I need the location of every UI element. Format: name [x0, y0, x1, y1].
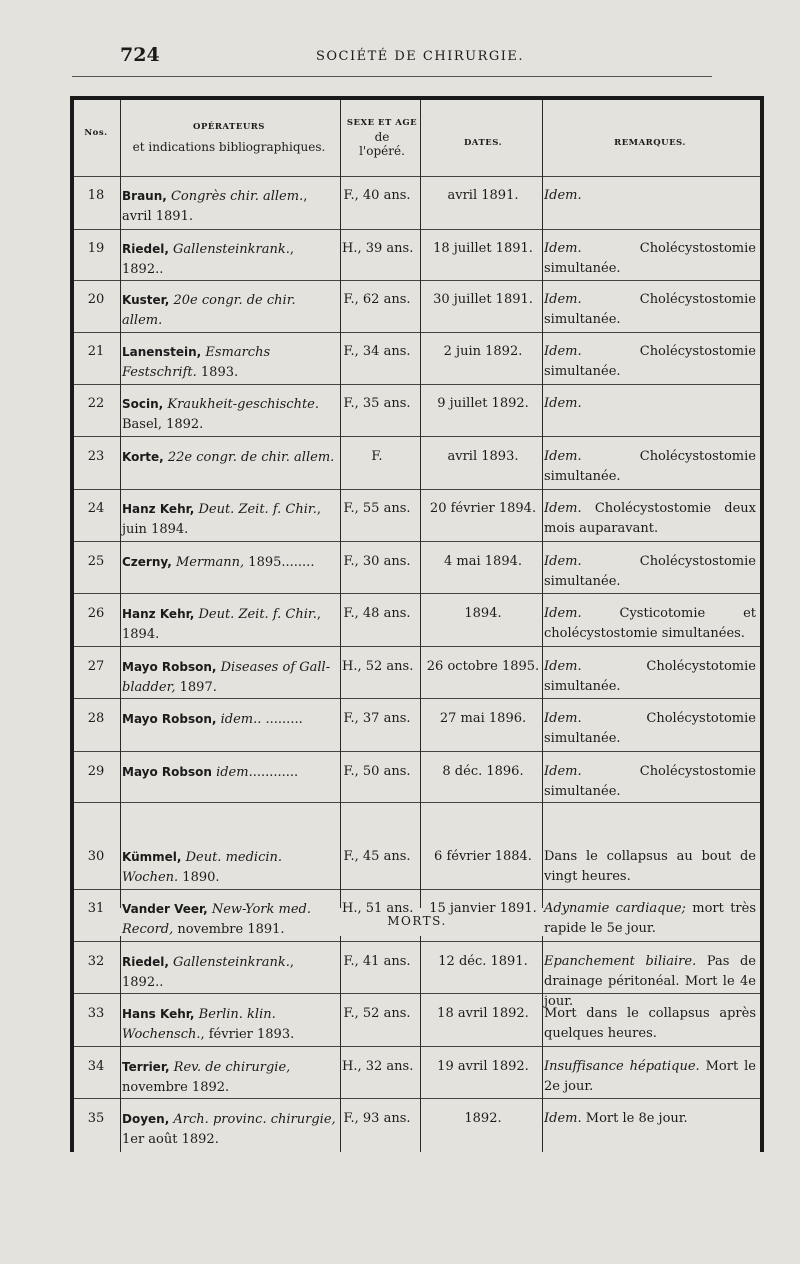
- operator-reference: [122, 657, 336, 698]
- bibliographic-reference: Gallensteinkrank.: [173, 955, 290, 970]
- bibliographic-reference: Esmarchs Festschrift.: [122, 345, 271, 380]
- reference-tail: 1895........: [244, 555, 315, 570]
- column-rule: [542, 100, 543, 908]
- reference-tail: .........: [261, 712, 303, 727]
- operation-date: avril 1891.: [447, 188, 519, 203]
- column-header-remarks: REMARQUES.: [614, 138, 686, 148]
- column-rule: [542, 936, 543, 1152]
- operation-date: 15 janvier 1891.: [429, 901, 537, 916]
- operation-date: 8 déc. 1896.: [442, 764, 524, 779]
- remark-italic: Insuffisance hépatique.: [544, 1059, 700, 1074]
- operator-name: Mayo Robson,: [122, 660, 217, 674]
- operator-name: Mayo Robson: [122, 765, 212, 779]
- remark-italic: Idem.: [544, 554, 582, 569]
- sex-age: F., 45 ans.: [343, 849, 411, 864]
- remark-italic: Idem.: [544, 501, 582, 516]
- operator-reference: [122, 186, 336, 227]
- column-rule: [340, 936, 341, 1152]
- remark-text: Mort le 8e jour.: [581, 1111, 688, 1126]
- row-number: 24: [87, 501, 105, 516]
- operator-name: Riedel,: [122, 955, 169, 969]
- reference-tail: , avril 1891.: [122, 189, 308, 224]
- reference-tail: 1890.: [178, 870, 220, 885]
- operator-name: Riedel,: [122, 242, 169, 256]
- column-header-dates: DATES.: [463, 138, 503, 148]
- row-number: 21: [87, 344, 105, 359]
- reference-tail: 1893.: [196, 365, 239, 380]
- row-number: 27: [87, 659, 105, 674]
- remark: [544, 657, 756, 697]
- row-number: 18: [87, 188, 105, 203]
- remark-italic: Idem.: [544, 711, 582, 726]
- sex-age: F., 34 ans.: [343, 344, 411, 359]
- remark: [544, 552, 756, 592]
- column-header-sex-age: SEXE ET AGE de l'opéré.: [346, 118, 418, 158]
- operator-name: Kümmel,: [122, 850, 182, 864]
- operation-date: 18 avril 1892.: [437, 1006, 529, 1021]
- row-number: 22: [87, 396, 105, 411]
- sex-age: F., 50 ans.: [343, 764, 411, 779]
- remark-text: Cholécystostomie simultanée.: [544, 449, 756, 484]
- row-separator: [74, 176, 760, 177]
- operator-name: Terrier,: [122, 1060, 170, 1074]
- remark-text: Cholécystostomie simultanée.: [544, 554, 756, 589]
- remark-text: Cholécystostomie simultanée.: [544, 764, 756, 799]
- remark: [544, 762, 756, 802]
- reference-tail: , février 1893.: [200, 1027, 295, 1042]
- operator-name: Hanz Kehr,: [122, 607, 195, 621]
- column-rule: [420, 936, 421, 1152]
- header-rule: [72, 76, 712, 77]
- bibliographic-reference: 22e congr. de chir. allem.: [167, 450, 335, 465]
- operation-date: 26 octobre 1895.: [426, 659, 540, 674]
- remark: [544, 290, 756, 330]
- operator-reference: [122, 709, 336, 730]
- row-separator: [74, 993, 760, 994]
- table-right-border: [760, 96, 764, 1152]
- bibliographic-reference: Deut. medicin. Wochen.: [122, 850, 283, 885]
- reference-tail: 1er août 1892.: [122, 1132, 219, 1147]
- remark-text: Mort le 2e jour.: [544, 1059, 756, 1094]
- row-separator: [74, 541, 760, 542]
- bibliographic-reference: Kraukheit-geschischte.: [167, 397, 319, 412]
- remark: [544, 604, 756, 644]
- reference-tail: novembre 1891.: [173, 922, 285, 937]
- row-separator: [74, 751, 760, 752]
- operator-reference: [122, 1004, 336, 1045]
- operation-date: 12 déc. 1891.: [438, 954, 528, 969]
- row-separator: [74, 436, 760, 437]
- sex-age: F., 37 ans.: [343, 711, 411, 726]
- column-rule: [340, 100, 341, 908]
- sex-age: F., 55 ans.: [343, 501, 411, 516]
- remark-text: Cholécystotomie simultanée.: [544, 659, 756, 694]
- operator-reference: [122, 499, 336, 540]
- operator-reference: [122, 952, 336, 993]
- bibliographic-reference: Deut. Zeit. f. Chir.: [198, 502, 317, 517]
- remark: [544, 499, 756, 539]
- row-separator: [74, 229, 760, 230]
- operator-reference: [122, 1109, 336, 1150]
- remark-italic: Idem.: [544, 764, 582, 779]
- remark-text: Cholécystostomie simultanée.: [544, 292, 756, 327]
- operator-name: Hans Kehr,: [122, 1007, 195, 1021]
- table-top-border: [70, 96, 764, 100]
- remark-italic: Idem.: [544, 396, 582, 411]
- operation-date: 20 février 1894.: [429, 501, 537, 516]
- remark: [544, 1057, 756, 1097]
- remark-text: Cholécystostomie simultanée.: [544, 241, 756, 276]
- operator-name: Lanenstein,: [122, 345, 202, 359]
- row-separator: [74, 1098, 760, 1099]
- column-rule: [420, 100, 421, 908]
- remark-italic: Idem.: [544, 241, 582, 256]
- remark-text: Cholécystotomie simultanée.: [544, 711, 756, 746]
- row-separator: [74, 941, 760, 942]
- row-number: 23: [87, 449, 105, 464]
- operation-date: 30 juillet 1891.: [433, 292, 533, 307]
- row-number: 34: [87, 1059, 105, 1074]
- bibliographic-reference: Rev. de chirurgie,: [173, 1060, 291, 1075]
- row-number: 31: [87, 901, 105, 916]
- column-header-no: Nos.: [84, 128, 108, 138]
- remark: [544, 342, 756, 382]
- running-title: SOCIÉTÉ DE CHIRURGIE.: [315, 49, 525, 64]
- bibliographic-reference: idem..: [220, 712, 262, 727]
- operation-date: 9 juillet 1892.: [437, 396, 529, 411]
- operation-date: 1894.: [464, 606, 502, 621]
- operator-reference: [122, 847, 336, 888]
- remark-italic: Idem.: [544, 1111, 582, 1126]
- remark-text: Cholécystostomie deux mois auparavant.: [544, 501, 756, 536]
- reference-tail: ...........: [252, 765, 299, 780]
- remark: [544, 447, 756, 487]
- row-separator: [74, 802, 760, 803]
- operator-reference: [122, 342, 336, 383]
- sex-age: F., 41 ans.: [343, 954, 411, 969]
- remark-italic: Idem.: [544, 188, 582, 203]
- bibliographic-reference: Mermann,: [175, 555, 245, 570]
- operator-reference: [122, 604, 336, 645]
- operator-name: Kuster,: [122, 293, 170, 307]
- reference-tail: 1897.: [175, 680, 217, 695]
- sex-age: H., 51 ans.: [342, 901, 414, 916]
- sex-age: H., 39 ans.: [342, 241, 414, 256]
- operation-date: 4 mai 1894.: [444, 554, 522, 569]
- sex-age: F., 35 ans.: [343, 396, 411, 411]
- remark: [544, 952, 756, 1012]
- row-separator: [74, 646, 760, 647]
- remark-italic: Idem.: [544, 344, 582, 359]
- bibliographic-reference: Deut. Zeit. f. Chir.: [198, 607, 317, 622]
- operation-date: 18 juillet 1891.: [433, 241, 533, 256]
- reference-tail: , 1892..: [122, 955, 295, 990]
- row-separator: [74, 332, 760, 333]
- bibliographic-reference: 20e congr. de chir. allem.: [122, 293, 296, 328]
- remark-italic: Epanchement biliaire.: [544, 954, 697, 969]
- row-separator: [74, 1046, 760, 1047]
- remark: [544, 1004, 756, 1044]
- reference-tail: , juin 1894.: [122, 502, 321, 537]
- operator-reference: [122, 552, 336, 573]
- column-rule: [120, 100, 121, 908]
- page-number: 724: [120, 44, 160, 66]
- sex-age: H., 52 ans.: [342, 659, 414, 674]
- reference-tail: , 1894.: [122, 607, 321, 642]
- operator-name: Czerny,: [122, 555, 172, 569]
- remark: [544, 186, 756, 206]
- operator-name: Korte,: [122, 450, 164, 464]
- operator-name: Mayo Robson,: [122, 712, 217, 726]
- operation-date: 6 février 1884.: [434, 849, 532, 864]
- operator-reference: [122, 899, 336, 940]
- operator-name: Hanz Kehr,: [122, 502, 195, 516]
- bibliographic-reference: Berlin. klin. Wochensch.: [122, 1007, 276, 1042]
- sex-age: F., 93 ans.: [343, 1111, 411, 1126]
- row-separator: [74, 489, 760, 490]
- sex-age: F., 62 ans.: [343, 292, 411, 307]
- row-number: 28: [87, 711, 105, 726]
- sex-age: F., 30 ans.: [343, 554, 411, 569]
- bibliographic-reference: Diseases of Gall-bladder,: [122, 660, 331, 695]
- reference-tail: Basel, 1892.: [122, 417, 204, 432]
- sex-age: F., 48 ans.: [343, 606, 411, 621]
- remark-text: Dans le collapsus au bout de vingt heures.: [544, 849, 756, 884]
- sex-age: F., 40 ans.: [343, 188, 411, 203]
- row-separator: [74, 280, 760, 281]
- remark-italic: Idem.: [544, 606, 582, 621]
- remark-text: Mort dans le collapsus après quelques heures.: [544, 1006, 756, 1041]
- operation-date: 19 avril 1892.: [437, 1059, 529, 1074]
- operator-reference: [122, 290, 336, 331]
- bibliographic-reference: idem.: [216, 765, 253, 780]
- remark: [544, 899, 756, 939]
- remark-text: Pas de drainage péritonéal. Mort le 4e jour.: [544, 954, 756, 1009]
- row-separator: [74, 889, 760, 890]
- operation-date: 2 juin 1892.: [443, 344, 523, 359]
- remark-italic: Idem.: [544, 292, 582, 307]
- remark-italic: Idem.: [544, 449, 582, 464]
- reference-tail: , 1892..: [122, 242, 295, 277]
- row-number: 26: [87, 606, 105, 621]
- reference-tail: novembre 1892.: [122, 1080, 230, 1095]
- row-number: 32: [87, 954, 105, 969]
- remark-text: Cysticotomie et cholécystostomie simultanées.: [544, 606, 756, 641]
- row-number: 29: [87, 764, 105, 779]
- row-separator: [74, 698, 760, 699]
- cases-table: [70, 96, 764, 1152]
- bibliographic-reference: Gallensteinkrank.: [173, 242, 290, 257]
- operator-reference: [122, 239, 336, 280]
- operation-date: avril 1893.: [447, 449, 519, 464]
- remark: [544, 394, 756, 414]
- row-number: 25: [87, 554, 105, 569]
- remark-italic: Idem.: [544, 659, 582, 674]
- operator-name: Vander Veer,: [122, 902, 208, 916]
- operator-reference: [122, 447, 336, 468]
- remark-text: mort très rapide le 5e jour.: [544, 901, 756, 936]
- remark: [544, 239, 756, 279]
- remark: [544, 847, 756, 887]
- operator-reference: [122, 1057, 336, 1098]
- operator-reference: [122, 762, 336, 783]
- operator-name: Socin,: [122, 397, 164, 411]
- sex-age: F.: [371, 449, 383, 464]
- row-separator: [74, 593, 760, 594]
- operator-name: Braun,: [122, 189, 167, 203]
- bibliographic-reference: New-York med. Record,: [122, 902, 311, 937]
- sex-age: H., 32 ans.: [342, 1059, 414, 1074]
- row-number: 33: [87, 1006, 105, 1021]
- operation-date: 27 mai 1896.: [439, 711, 527, 726]
- section-morts: MORTS.: [387, 914, 447, 928]
- sex-age: F., 52 ans.: [343, 1006, 411, 1021]
- row-separator: [74, 384, 760, 385]
- bibliographic-reference: Arch. provinc. chirurgie,: [173, 1112, 336, 1127]
- remark-italic: Adynamie cardiaque;: [544, 901, 686, 916]
- bibliographic-reference: Congrès chir. allem.: [170, 189, 304, 204]
- operator-reference: [122, 394, 336, 435]
- operator-name: Doyen,: [122, 1112, 170, 1126]
- remark: [544, 709, 756, 749]
- remark: [544, 1109, 756, 1129]
- row-number: 19: [87, 241, 105, 256]
- row-number: 35: [87, 1111, 105, 1126]
- row-number: 30: [87, 849, 105, 864]
- running-header: [0, 44, 800, 74]
- operation-date: 1892.: [464, 1111, 502, 1126]
- column-rule: [120, 936, 121, 1152]
- row-number: 20: [87, 292, 105, 307]
- remark-text: Cholécystostomie simultanée.: [544, 344, 756, 379]
- column-header-operators: OPÉRATEURS et indications bibliographiques.: [132, 122, 326, 154]
